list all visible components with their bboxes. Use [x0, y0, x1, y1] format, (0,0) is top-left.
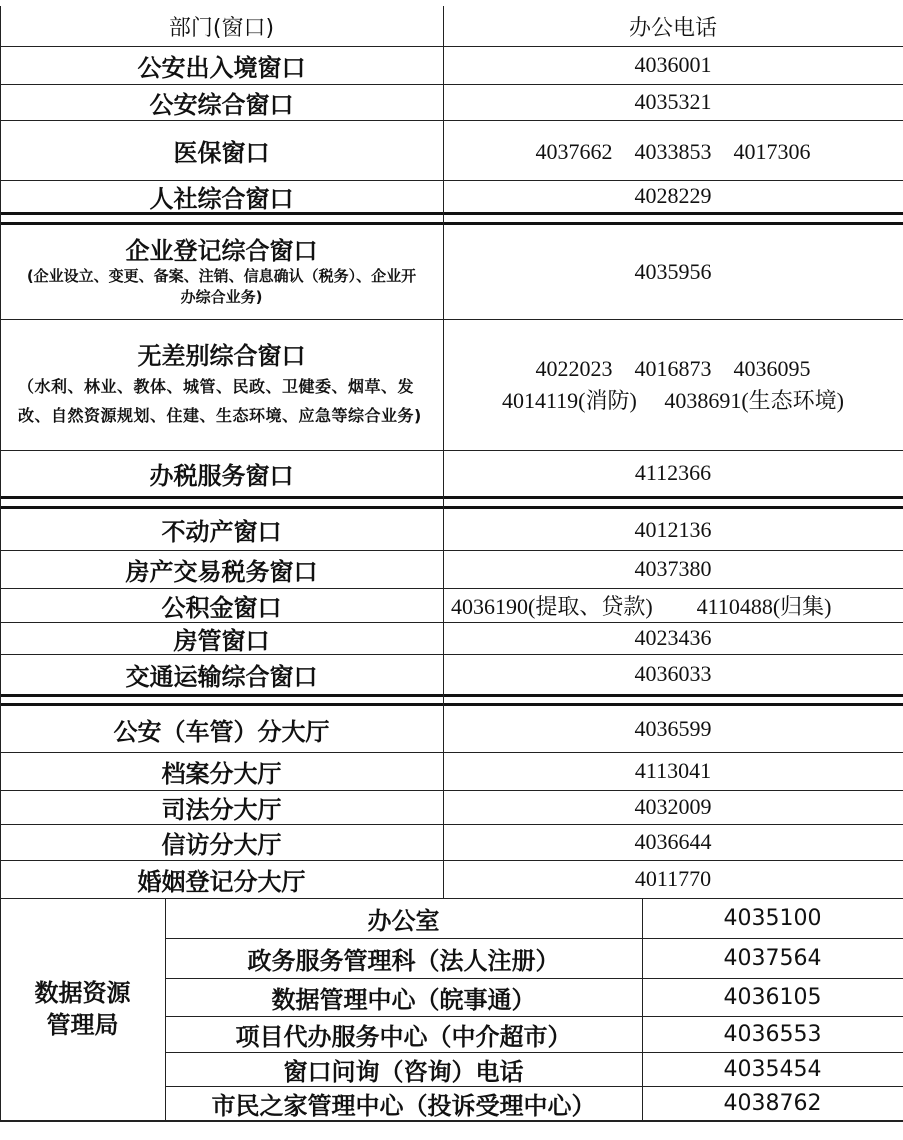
- dept-name: 公安（车管）分大厅: [113, 717, 330, 746]
- column-divider: [443, 6, 444, 898]
- dept-name: 人社综合窗口: [149, 184, 294, 213]
- unit-name: 窗口问询（咨询）电话: [283, 1057, 524, 1086]
- section-divider: [0, 694, 903, 706]
- dept-phone: 4036001: [634, 52, 712, 77]
- dept-name: 婚姻登记分大厅: [137, 867, 306, 896]
- unit-name: 市民之家管理中心（投诉受理中心）: [211, 1091, 596, 1120]
- header-phone: 办公电话: [628, 15, 717, 41]
- row-divider: [0, 46, 903, 47]
- unit-name: 办公室: [367, 906, 440, 935]
- dept-phone: 4035321: [634, 89, 712, 114]
- dept-phone: 4036033: [634, 661, 712, 686]
- bureau-name: [0, 898, 165, 1120]
- dept-name: 公积金窗口: [161, 593, 282, 622]
- dept-name: 公安出入境窗口: [137, 53, 306, 82]
- column-divider: [165, 898, 166, 1122]
- dept-phone: 4012136: [634, 516, 712, 542]
- unit-phone: 4035100: [723, 905, 822, 931]
- table-left-border: [0, 6, 1, 1122]
- dept-name: 公安综合窗口: [149, 90, 294, 119]
- dept-name: 办税服务窗口: [149, 461, 294, 490]
- dept-phone: 4112366: [634, 460, 712, 485]
- row-divider: [0, 319, 903, 320]
- row-divider: [0, 120, 903, 121]
- bureau-name-line: 管理局: [46, 1011, 119, 1039]
- dept-scope: （水利、林业、教体、城管、民政、卫健委、烟草、发改、自然资源规划、住建、生态环境、应急等综合业务): [18, 376, 422, 425]
- row-divider: [165, 1086, 903, 1087]
- row-divider: [0, 824, 903, 825]
- dept-phone-extra: 4014119(消防) 4038691(生态环境): [502, 387, 844, 413]
- dept-phone: 4028229: [634, 183, 712, 208]
- unit-phone: 4035454: [723, 1056, 822, 1082]
- unit-phone: 4036105: [723, 984, 822, 1010]
- dept-phone: 4022023 4016873 4036095: [535, 355, 811, 381]
- dept-name: 司法分大厅: [161, 795, 282, 824]
- dept-name: 房管窗口: [173, 626, 270, 655]
- section-divider: [0, 212, 903, 225]
- row-divider: [0, 550, 903, 551]
- row-divider: [0, 898, 903, 899]
- unit-name: 数据管理中心（皖事通）: [271, 985, 536, 1014]
- unit-name: 政务服务管理科（法人注册）: [247, 946, 560, 975]
- dept-scope: (企业设立、变更、备案、注销、信息确认（税务）、企业开办综合业务): [26, 267, 417, 306]
- dept-phone: 4113041: [634, 758, 712, 783]
- row-divider: [165, 1052, 903, 1053]
- dept-phone: 4037380: [634, 556, 712, 581]
- dept-name: 不动产窗口: [161, 518, 282, 546]
- row-divider: [0, 180, 903, 181]
- dept-phone: 4035956: [634, 259, 712, 284]
- dept-name: 无差别综合窗口: [137, 341, 306, 370]
- dept-phone: 4036190(提取、贷款) 4110488(归集): [451, 593, 832, 619]
- unit-phone: 4037564: [723, 945, 822, 971]
- row-divider: [0, 860, 903, 861]
- table-bottom-border: [0, 1120, 903, 1122]
- column-divider: [642, 898, 643, 1122]
- dept-name: 企业登记综合窗口: [125, 237, 318, 265]
- unit-phone: 4038762: [723, 1090, 822, 1116]
- dept-name: 房产交易税务窗口: [125, 557, 318, 586]
- row-divider: [0, 84, 903, 85]
- row-divider: [165, 978, 903, 979]
- dept-phone: 4036599: [634, 716, 712, 741]
- dept-name: 医保窗口: [173, 138, 270, 167]
- dept-phone-cell: [443, 319, 903, 450]
- dept-name: 信访分大厅: [161, 830, 282, 859]
- section-divider: [0, 496, 903, 509]
- dept-cell: [0, 225, 443, 319]
- dept-name: 档案分大厅: [161, 759, 282, 788]
- dept-phone: 4032009: [634, 794, 712, 819]
- row-divider: [0, 790, 903, 791]
- row-divider: [165, 938, 903, 939]
- row-divider: [0, 450, 903, 451]
- row-divider: [165, 1016, 903, 1017]
- dept-phone: 4023436: [634, 625, 712, 650]
- dept-phone: 4037662 4033853 4017306: [535, 138, 811, 164]
- bureau-name-line: 数据资源: [34, 979, 131, 1007]
- row-divider: [0, 622, 903, 623]
- row-divider: [0, 654, 903, 655]
- unit-name: 项目代办服务中心（中介超市）: [235, 1022, 572, 1051]
- unit-phone: 4036553: [723, 1021, 822, 1047]
- dept-cell: [0, 319, 443, 450]
- dept-name: 交通运输综合窗口: [125, 662, 318, 691]
- dept-phone: 4011770: [634, 866, 712, 891]
- dept-phone: 4036644: [634, 829, 712, 854]
- header-dept: 部门(窗口): [168, 15, 275, 41]
- row-divider: [0, 752, 903, 753]
- row-divider: [0, 588, 903, 589]
